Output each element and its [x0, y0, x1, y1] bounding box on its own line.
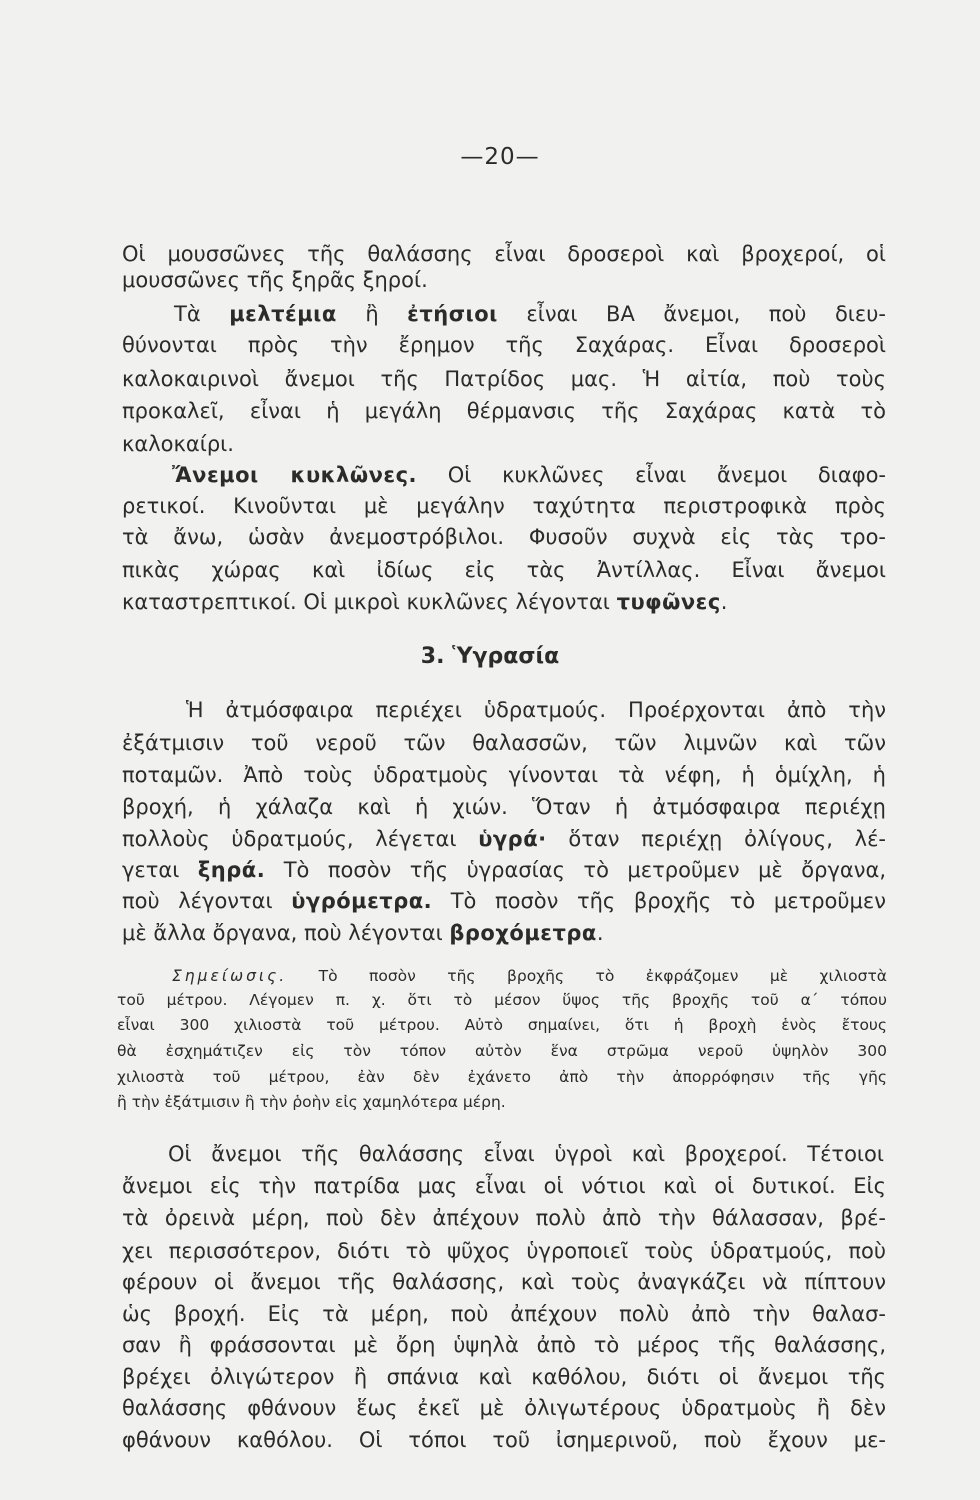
text-line — [122, 825, 886, 853]
text-span: εἶναι ΒΑ ἄνεμοι, ποὺ διευ- — [497, 302, 886, 326]
text-span: Τὸ ποσὸν τῆς βροχῆς τὸ ἐκφράζομεν μὲ χιλιοστὰ — [287, 967, 887, 985]
text-line: θύνονται πρὸς τὴν ἔρημον τῆς Σαχάρας. Εἶναι δροσεροὶ — [122, 333, 886, 357]
text-span: ποὺ λέγονται — [122, 889, 292, 913]
note-line: χιλιοστὰ τοῦ μέτρου, ἐὰν δὲν ἐχάνετο ἀπὸ τὴν ἀπορρόφησιν τῆς γῆς — [117, 1068, 887, 1086]
text-line — [122, 588, 886, 616]
text-line: μουσσῶνες τῆς ξηρᾶς ξηροί. — [122, 268, 428, 292]
text-line: ἐξάτμισιν τοῦ νεροῦ τῶν θαλασσῶν, τῶν λιμνῶν καὶ τῶν — [122, 731, 886, 755]
note-line: εἶναι 300 χιλιοστὰ τοῦ μέτρου. Αὐτὸ σημαίνει, ὅτι ἡ βροχὴ ἑνὸς ἔτους — [117, 1016, 887, 1034]
term-xira: ξηρά. — [197, 858, 266, 882]
text-span: Τὸ ποσὸν τῆς βροχῆς τὸ μετροῦμεν — [432, 889, 886, 913]
text-span: ἢ — [336, 302, 408, 326]
text-line — [174, 300, 886, 328]
text-line: τὰ ἄνω, ὡσὰν ἀνεμοστρόβιλοι. Φυσοῦν συχνὰ εἰς τὰς τρο- — [122, 525, 886, 549]
term-meltemia: μελτέμια — [229, 302, 337, 326]
text-line: βρέχει ὀλιγώτερον ἢ σπάνια καὶ καθόλου, διότι οἱ ἄνεμοι τῆς — [122, 1365, 886, 1389]
note-line — [172, 966, 887, 987]
text-line: ἄνεμοι εἰς τὴν πατρίδα μας εἶναι οἱ νότιοι καὶ οἱ δυτικοί. Εἰς — [122, 1174, 886, 1198]
text-line — [172, 461, 886, 489]
text-line: προκαλεῖ, εἶναι ἡ μεγάλη θέρμανσις τῆς Σαχάρας κατὰ τὸ — [122, 399, 886, 423]
text-line: βροχή, ἡ χάλαζα καὶ ἡ χιών. Ὅταν ἡ ἀτμόσφαιρα περιέχῃ — [122, 795, 886, 819]
text-line — [122, 919, 886, 947]
text-span: ὅταν περιέχῃ ὀλίγους, λέ- — [546, 827, 886, 851]
text-line: καλοκαίρι. — [122, 432, 234, 456]
text-line: θαλάσσης φθάνουν ἕως ἐκεῖ μὲ ὀλιγωτέρους ὑδρατμοὺς ἢ δὲν — [122, 1396, 886, 1420]
text-span: καταστρεπτικοί. Οἱ μικροὶ κυκλῶνες λέγονται — [122, 590, 617, 614]
page-number: —20— — [460, 144, 540, 170]
term-anemoi-kyklones: Ἄνεμοι κυκλῶνες. — [172, 463, 418, 487]
text-span: Οἱ κυκλῶνες εἶναι ἄνεμοι διαφο- — [417, 463, 887, 487]
text-line: φθάνουν καθόλου. Οἱ τόποι τοῦ ἰσημερινοῦ, ποὺ ἔχουν με- — [122, 1428, 886, 1452]
text-line: σαν ἢ φράσσονται μὲ ὄρη ὑψηλὰ ἀπὸ τὸ μέρος τῆς θαλάσσης, — [122, 1333, 886, 1357]
term-tyfones: τυφῶνες — [616, 590, 721, 614]
text-line — [122, 887, 886, 915]
text-line: τὰ ὀρεινὰ μέρη, ποὺ δὲν ἀπέχουν πολὺ ἀπὸ τὴν θάλασσαν, βρέ- — [122, 1206, 886, 1230]
text-span: . — [720, 590, 728, 614]
note-line: θὰ ἐσχημάτιζεν εἰς τὸν τόπον αὐτὸν ἕνα στρῶμα νεροῦ ὑψηλὸν 300 — [117, 1042, 887, 1060]
text-span: Τὸ ποσὸν τῆς ὑγρασίας τὸ μετροῦμεν μὲ ὄργανα, — [265, 858, 886, 882]
text-line: ὡς βροχή. Εἰς τὰ μέρη, ποὺ ἀπέχουν πολὺ ἀπὸ τὴν θαλασ- — [122, 1302, 886, 1326]
text-line: καλοκαιρινοὶ ἄνεμοι τῆς Πατρίδος μας. Ἡ αἰτία, ποὺ τοὺς — [122, 367, 886, 391]
text-line: ποταμῶν. Ἀπὸ τοὺς ὑδρατμοὺς γίνονται τὰ νέφη, ἡ ὁμίχλη, ἡ — [122, 763, 886, 787]
term-ygrometra: ὑγρόμετρα. — [291, 889, 433, 913]
text-span: μὲ ἄλλα ὄργανα, ποὺ λέγονται — [122, 921, 450, 945]
text-line: Οἱ ἄνεμοι τῆς θαλάσσης εἶναι ὑγροὶ καὶ βροχεροί. Τέτοιοι — [168, 1142, 884, 1166]
term-vrochometra: βροχόμετρα — [449, 921, 597, 945]
text-line: Ἡ ἀτμόσφαιρα περιέχει ὑδρατμούς. Προέρχονται ἀπὸ τὴν — [186, 698, 886, 722]
section-heading: 3. Ὑγρασία — [420, 644, 560, 669]
text-line: ρετικοί. Κινοῦνται μὲ μεγάλην ταχύτητα περιστροφικὰ πρὸς — [122, 494, 886, 518]
text-line — [122, 856, 886, 884]
term-etisioi: ἐτήσιοι — [407, 302, 498, 326]
text-line: Οἱ μουσσῶνες τῆς θαλάσσης εἶναι δροσεροὶ καὶ βροχεροί, οἱ — [122, 242, 886, 266]
note-line: ἢ τὴν ἐξάτμισιν ἢ τὴν ῥοὴν εἰς χαμηλότερα μέρη. — [117, 1093, 506, 1111]
note-label: Σημείωσις. — [172, 967, 288, 985]
note-line: τοῦ μέτρου. Λέγομεν π. χ. ὅτι τὸ μέσον ὕψος τῆς βροχῆς τοῦ α΄ τόπου — [117, 991, 887, 1009]
text-span: γεται — [122, 858, 198, 882]
text-line: φέρουν οἱ ἄνεμοι τῆς θαλάσσης, καὶ τοὺς ἀναγκάζει νὰ πίπτουν — [122, 1270, 886, 1294]
text-span: . — [596, 921, 604, 945]
text-line: χει περισσότερον, διότι τὸ ψῦχος ὑγροποιεῖ τοὺς ὑδρατμούς, ποὺ — [122, 1239, 886, 1263]
term-ygra: ὑγρά· — [478, 827, 547, 851]
text-span: Τὰ — [174, 302, 230, 326]
text-span: πολλοὺς ὑδρατμούς, λέγεται — [122, 827, 479, 851]
text-line: πικὰς χώρας καὶ ἰδίως εἰς τὰς Ἀντίλλας. Εἶναι ἄνεμοι — [122, 558, 886, 582]
